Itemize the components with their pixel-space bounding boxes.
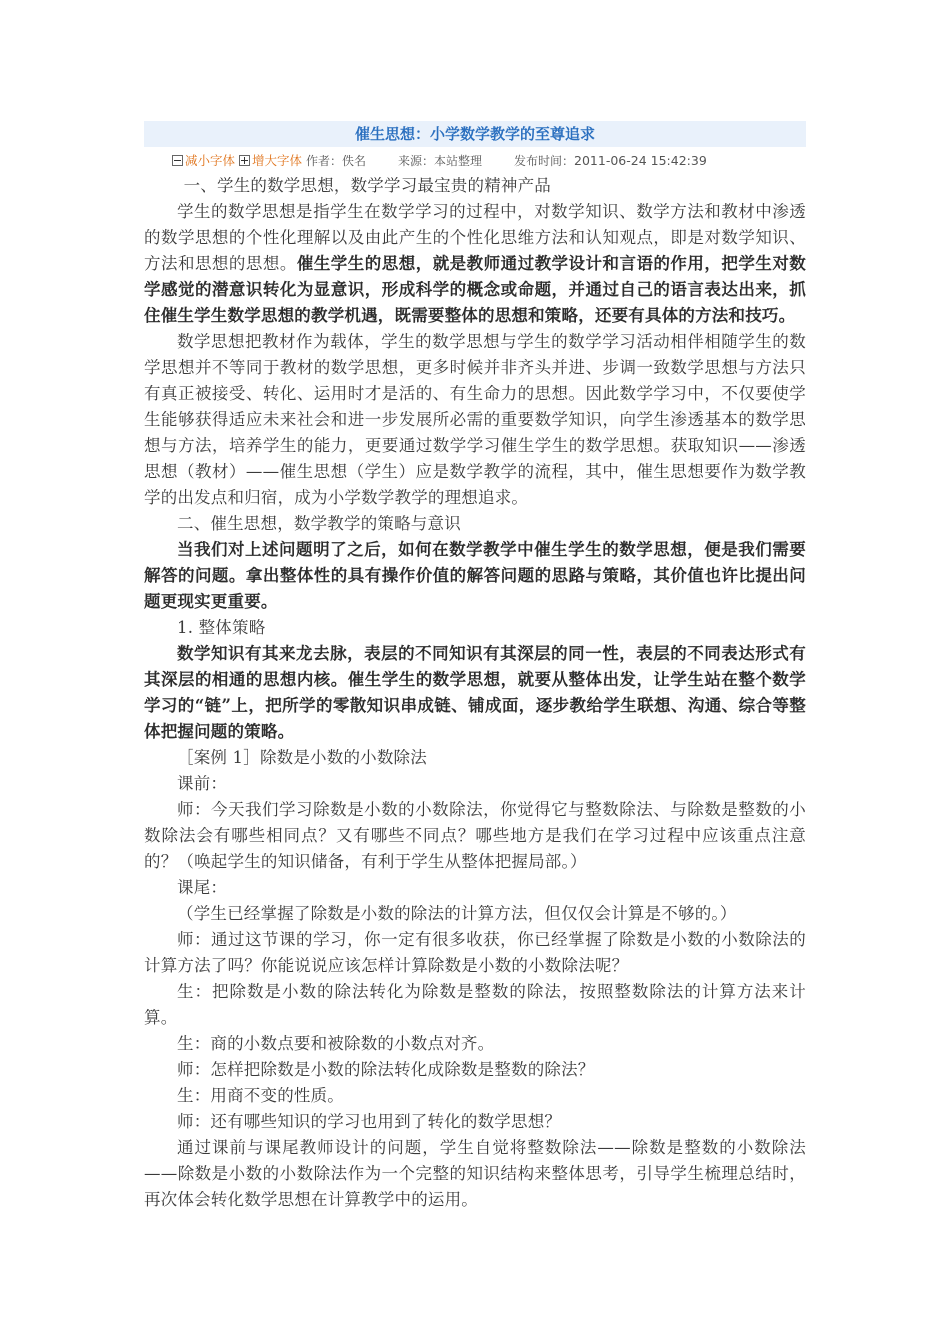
paragraph-bold-text: 催生学生的思想，就是教师通过教学设计和言语的作用，把学生对数学感觉的潜意识转化为显意识，形成科学的概念或命题，并通过自己的语言表达出来，抓住催生学生数学思想的教学机遇，既需要整体的思想和策略，还要有具体的方法和技巧。 xyxy=(144,254,806,325)
paragraph-text: 数学思想把教材作为载体，学生的数学思想与学生的数学学习活动相伴相随学生的数学思想并不等同于教材的数学思想，更多时候并非齐头并进、步调一致数学思想与方法只有真正被接受、转化、运用时才是活的、有生命力的思想。因此数学学习中，不仅要使学生能够获得适应未来社会和进一步发展所必需的重要数学知识，向学生渗透基本的数学思想与方法，培养学生的能力，更要通过数学学习催生学生的数学思想。获取知识——渗透思想（教材）——催生思想（学生）应是数学教学的流程，其中，催生思想要作为数学教学的出发点和归宿，成为小学数学教学的理想追求。 xyxy=(144,332,806,507)
publish-date: 2011-06-24 15:42:39 xyxy=(574,153,707,168)
paragraph-text: 生：商的小数点要和被除数的小数点对齐。 xyxy=(177,1034,495,1053)
increase-font-label: 增大字体 xyxy=(252,153,303,168)
paragraph-text: 师：还有哪些知识的学习也用到了转化的数学思想？ xyxy=(177,1112,562,1131)
paragraph xyxy=(144,875,806,901)
paragraph xyxy=(144,1057,806,1083)
paragraph xyxy=(144,1135,806,1213)
paragraph-text: （学生已经掌握了除数是小数的除法的计算方法，但仅仅会计算是不够的。） xyxy=(177,904,737,923)
author-label: 作者：佚名 xyxy=(306,154,367,168)
paragraph-text: 学生的数学思想是指学生在数学学习的过程中，对数学知识、数学方法和教材中渗透的数学思想的个性化理解以及由此产生的个性化思维方法和认知观点，即是对数学知识、方法和思想的思想。 xyxy=(144,202,806,273)
decrease-font-label: 减小字体 xyxy=(185,153,236,168)
paragraph xyxy=(144,537,806,615)
paragraph xyxy=(144,511,806,537)
paragraph xyxy=(144,745,806,771)
article-body xyxy=(144,173,806,1213)
paragraph xyxy=(144,927,806,979)
article-title: 催生思想：小学数学教学的至尊追求 xyxy=(144,121,806,147)
paragraph-text: 师：怎样把除数是小数的除法转化成除数是整数的除法？ xyxy=(177,1060,595,1079)
paragraph xyxy=(144,615,806,641)
paragraph xyxy=(144,199,806,329)
paragraph-text: 生：用商不变的性质。 xyxy=(177,1086,344,1105)
paragraph xyxy=(144,641,806,745)
paragraph-text: 生：把除数是小数的除法转化为除数是整数的除法，按照整数除法的计算方法来计算。 xyxy=(144,982,806,1027)
paragraph xyxy=(144,1109,806,1135)
paragraph xyxy=(144,979,806,1031)
paragraph xyxy=(144,1083,806,1109)
paragraph-text: 1. 整体策略 xyxy=(177,618,266,637)
article xyxy=(144,121,806,1213)
paragraph-text: 二、催生思想，数学教学的策略与意识 xyxy=(177,514,461,533)
paragraph-text: 课尾： xyxy=(177,878,228,897)
minus-box-icon xyxy=(172,155,183,166)
paragraph-text: 课前： xyxy=(177,774,228,793)
decrease-font-button[interactable] xyxy=(172,153,235,168)
paragraph xyxy=(144,329,806,511)
paragraph-text: 通过课前与课尾教师设计的问题，学生自觉将整数除法——除数是整数的小数除法——除数是小数的小数除法作为一个完整的知识结构来整体思考，引导学生梳理总结时，再次体会转化数学思想在计算教学中的运用。 xyxy=(144,1138,806,1209)
paragraph-text: 数学知识有其来龙去脉，表层的不同知识有其深层的同一性，表层的不同表达形式有其深层的相通的思想内核。催生学生的数学思想，就要从整体出发，让学生站在整个数学学习的“链”上，把所学的零散知识串成链、铺成面，逐步教给学生联想、沟通、综合等整体把握问题的策略。 xyxy=(144,644,806,741)
paragraph-text: ［案例 1］除数是小数的小数除法 xyxy=(177,748,427,767)
paragraph xyxy=(144,771,806,797)
paragraph xyxy=(144,1031,806,1057)
paragraph-text: 师：今天我们学习除数是小数的小数除法，你觉得它与整数除法、与除数是整数的小数除法会有哪些相同点？又有哪些不同点？哪些地方是我们在学习过程中应该重点注意的？（唤起学生的知识储备，有利于学生从整体把握局部。） xyxy=(144,800,806,871)
article-meta xyxy=(144,151,806,171)
date-label: 发布时间： xyxy=(514,154,575,168)
paragraph-text: 师：通过这节课的学习，你一定有很多收获，你已经掌握了除数是小数的小数除法的计算方法了吗？你能说说应该怎样计算除数是小数的小数除法呢？ xyxy=(144,930,806,975)
paragraph-text: 当我们对上述问题明了之后，如何在数学教学中催生学生的数学思想，便是我们需要解答的问题。拿出整体性的具有操作价值的解答问题的思路与策略，其价值也许比提出问题更现实更重要。 xyxy=(144,540,806,611)
paragraph xyxy=(144,901,806,927)
increase-font-button[interactable] xyxy=(239,153,302,168)
source-label: 来源：本站整理 xyxy=(398,154,483,168)
paragraph xyxy=(144,173,806,199)
paragraph xyxy=(144,797,806,875)
plus-box-icon xyxy=(239,155,250,166)
paragraph-text: 一、学生的数学思想，数学学习最宝贵的精神产品 xyxy=(183,176,551,195)
